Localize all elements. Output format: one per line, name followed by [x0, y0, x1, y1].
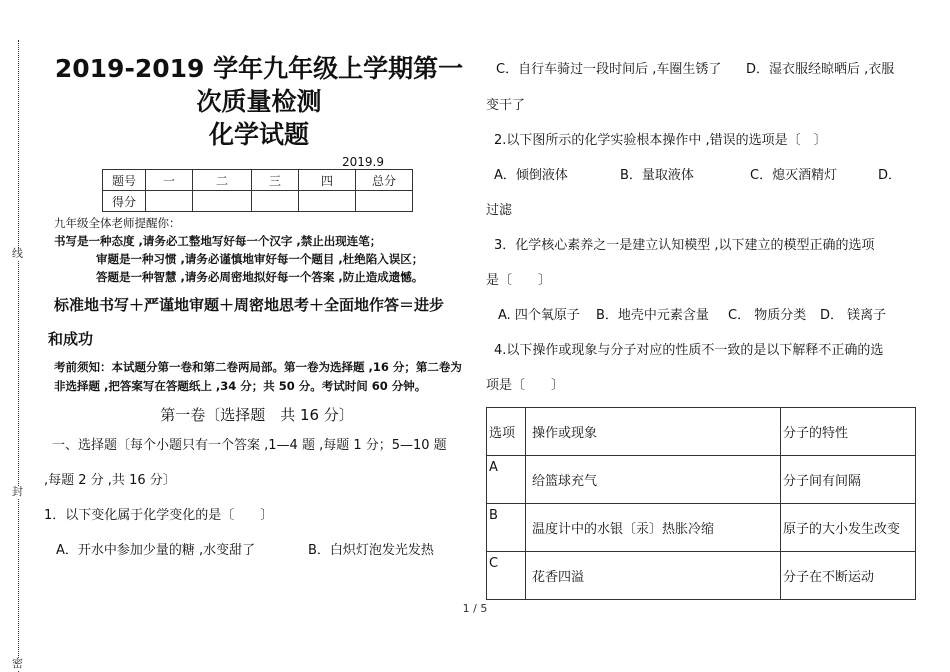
q4-option-cell: B: [487, 504, 526, 552]
q2-option-c[interactable]: C．熄灭酒精灯: [750, 168, 838, 183]
q3-option-d[interactable]: D． 镁离子: [820, 308, 887, 323]
left-column: [44, 52, 470, 568]
title-line-1: 2019-2019 学年九年级上学期第一: [54, 54, 464, 83]
q3-option-b[interactable]: B．地壳中元素含量: [596, 308, 709, 323]
teacher-reminder: [44, 214, 470, 286]
q2-option-a[interactable]: A．倾倒液体: [494, 168, 568, 183]
q1-option-a[interactable]: A．开水中参加少量的糖 ,水变甜了: [56, 543, 256, 558]
question-4-table: [486, 407, 916, 600]
q1-option-d-cont: 变干了: [486, 98, 526, 113]
q4-header-row: [487, 408, 916, 456]
score-header-cell: 三: [252, 170, 299, 191]
q4-row: [487, 552, 916, 600]
q4-header-cell: 分子的特性: [781, 408, 916, 456]
score-cell[interactable]: [193, 191, 252, 212]
question-4-stem-cont: 项是〔 〕: [486, 378, 565, 393]
binding-char-xian: 线: [12, 247, 23, 260]
exam-date: 2019.9: [342, 155, 384, 169]
q4-option-cell: C: [487, 552, 526, 600]
section-instruction: 一、选择题〔每个小题只有一个答案 ,1—4 题 ,每题 1 分；5—10 题: [52, 438, 447, 453]
question-1-options: [44, 533, 470, 568]
q3-option-a[interactable]: A. 四个氧原子: [498, 308, 580, 323]
q4-action-cell: 给篮球充气: [526, 456, 781, 504]
q4-action-cell: 花香四溢: [526, 552, 781, 600]
motto: [44, 288, 470, 356]
score-header-cell: 四: [299, 170, 356, 191]
q4-row: [487, 456, 916, 504]
page-number: 1 / 5: [462, 602, 488, 615]
reminder-line: 审题是一种习惯 ,请务必谨慎地审好每一个题目 ,杜绝陷入误区；: [96, 252, 424, 266]
section-instruction-cont: ,每题 2 分 ,共 16 分〕: [44, 473, 176, 488]
binding-char-mi: 密: [12, 657, 23, 670]
score-header-cell: 二: [193, 170, 252, 191]
score-table-header-row: [103, 170, 413, 191]
score-header-cell: 总分: [356, 170, 413, 191]
binding-char-feng: 封: [12, 485, 23, 498]
q4-row: [487, 504, 916, 552]
question-3-options: [486, 298, 918, 333]
q2-option-b[interactable]: B．量取液体: [620, 168, 694, 183]
reminder-heading: 九年级全体老师提醒你：: [54, 216, 181, 230]
section-title: 第一卷〔选择题 共 16 分〕: [160, 406, 354, 424]
reminder-line: 书写是一种态度 ,请务必工整地写好每一个汉字 ,禁止出现连笔；: [54, 234, 382, 248]
question-4-stem: 4.以下操作或现象与分子对应的性质不一致的是以下解释不正确的选: [494, 343, 884, 358]
q4-header-cell: 选项: [487, 408, 526, 456]
score-table-row: [103, 191, 413, 212]
q4-property-cell: 分子间有间隔: [781, 456, 916, 504]
score-header-cell: 一: [146, 170, 193, 191]
q2-option-d-cont: 过滤: [486, 203, 513, 218]
score-header-cell: 题号: [103, 170, 146, 191]
q4-property-cell: 分子在不断运动: [781, 552, 916, 600]
exam-notice: 考前须知：本试题分第一卷和第二卷两局部。第一卷为选择题 ,16 分；第二卷为非选择题 ,把答案写在答题纸上 ,34 分；共 50 分。考试时间 60 分钟。: [54, 360, 462, 393]
right-column: [486, 52, 918, 600]
motto-line-1: 标准地书写＋严谨地审题＋周密地思考＋全面地作答＝进步: [54, 296, 445, 314]
q1-option-b[interactable]: B．白炽灯泡发光发热: [308, 543, 434, 558]
score-table: [102, 169, 413, 212]
score-cell[interactable]: [146, 191, 193, 212]
q4-header-cell: 操作或现象: [526, 408, 781, 456]
question-2-stem: 2.以下图所示的化学实验根本操作中 ,错误的选项是〔 〕: [494, 133, 827, 148]
reminder-line: 答题是一种智慧 ,请务必周密地拟好每一个答案 ,防止造成遗憾。: [96, 270, 424, 284]
q4-option-cell: A: [487, 456, 526, 504]
title-line-2: 次质量检测: [196, 87, 322, 116]
q1-option-c[interactable]: C．自行车骑过一段时间后 ,车圈生锈了: [496, 62, 722, 77]
title-line-3: 化学试题: [208, 120, 309, 149]
q4-property-cell: 原子的大小发生改变: [781, 504, 916, 552]
q3-option-c[interactable]: C． 物质分类: [728, 308, 807, 323]
question-2-options: [486, 158, 918, 193]
motto-line-2: 和成功: [48, 330, 94, 348]
score-cell[interactable]: [356, 191, 413, 212]
q4-action-cell: 温度计中的水银〔汞〕热胀冷缩: [526, 504, 781, 552]
question-1-options-cont: [486, 52, 918, 88]
q1-option-d[interactable]: D．湿衣服经晾晒后 ,衣服: [746, 62, 895, 77]
q2-option-d[interactable]: D．: [878, 168, 902, 183]
binding-dotted-line: [18, 40, 19, 672]
page-title: [48, 52, 470, 151]
score-row-label: 得分: [103, 191, 146, 212]
question-3-stem-cont: 是〔 〕: [486, 273, 552, 288]
score-cell[interactable]: [252, 191, 299, 212]
score-cell[interactable]: [299, 191, 356, 212]
question-3-stem: 3．化学核心素养之一是建立认知模型 ,以下建立的模型正确的选项: [494, 238, 875, 253]
question-1-stem: 1．以下变化属于化学变化的是〔 〕: [44, 508, 274, 523]
